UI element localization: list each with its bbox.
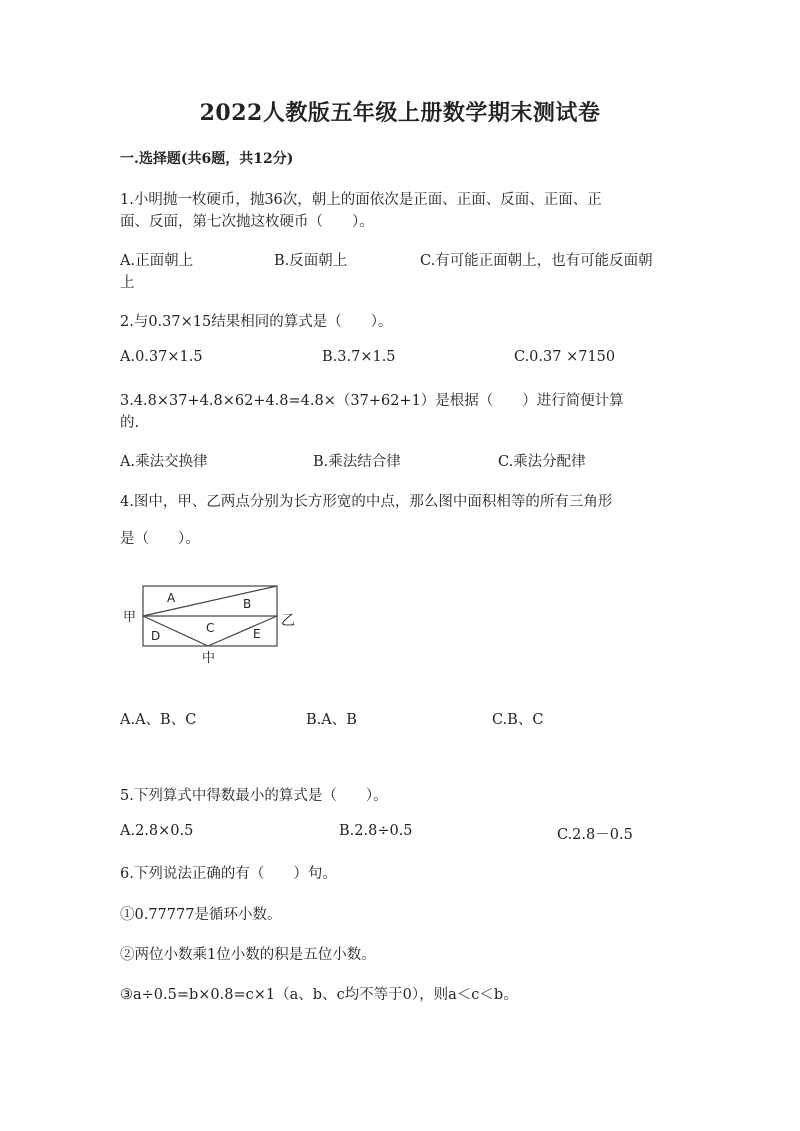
figure-label-b: B bbox=[243, 597, 252, 611]
q3-text-line1: 3.4.8×37+4.8×62+4.8=4.8×（37+62+1）是根据（ ）进行简便计算 bbox=[120, 393, 624, 409]
q6-statement-1: ①0.77777是循环小数。 bbox=[120, 907, 282, 923]
q6-statement-3: ③a÷0.5=b×0.8=c×1（a、b、c均不等于0），则a＜c＜b。 bbox=[120, 987, 518, 1003]
figure-label-d: D bbox=[151, 629, 161, 643]
q5-option-b: B.2.8÷0.5 bbox=[339, 823, 413, 839]
rectangle-figure bbox=[118, 578, 308, 670]
q5-option-c: C.2.8－0.5 bbox=[557, 827, 633, 843]
q4-option-c: C.B、C bbox=[492, 712, 544, 728]
q3-text-line2: 的. bbox=[120, 415, 140, 431]
q3-option-a: A.乘法交换律 bbox=[120, 454, 208, 470]
q1-text-line2: 面、反面，第七次抛这枚硬币（ ）。 bbox=[120, 214, 374, 230]
q2-option-b: B.3.7×1.5 bbox=[322, 349, 396, 365]
q1-option-b: B.反面朝上 bbox=[274, 253, 348, 269]
q4-option-a: A.A、B、C bbox=[120, 712, 197, 728]
figure-label-a: A bbox=[167, 591, 176, 605]
figure-line-jia-topright bbox=[143, 586, 277, 616]
q3-option-b: B.乘法结合律 bbox=[313, 454, 401, 470]
q1-option-a: A.正面朝上 bbox=[120, 253, 194, 269]
q1-option-c: C.有可能正面朝上，也有可能反面朝 bbox=[420, 253, 653, 269]
q4-text-line1: 4.图中，甲、乙两点分别为长方形宽的中点，那么图中面积相等的所有三角形 bbox=[120, 494, 613, 510]
q4-text-line2: 是（ ）。 bbox=[120, 531, 200, 547]
q2-option-a: A.0.37×1.5 bbox=[120, 349, 203, 365]
q5-text: 5.下列算式中得数最小的算式是（ ）。 bbox=[120, 788, 388, 804]
q6-text: 6.下列说法正确的有（ ）句。 bbox=[120, 866, 337, 882]
q2-text: 2.与0.37×15结果相同的算式是（ ）。 bbox=[120, 314, 393, 330]
q6-statement-2: ②两位小数乘1位小数的积是五位小数。 bbox=[120, 947, 376, 963]
figure-label-e: E bbox=[253, 627, 261, 641]
q5-option-a: A.2.8×0.5 bbox=[120, 823, 194, 839]
page-title: 2022人教版五年级上册数学期末测试卷 bbox=[199, 100, 601, 126]
q1-text-line1: 1.小明抛一枚硬币，抛36次，朝上的面依次是正面、正面、反面、正面、正 bbox=[120, 192, 602, 208]
q1-option-c-wrap: 上 bbox=[120, 275, 135, 291]
q3-option-c: C.乘法分配律 bbox=[498, 454, 586, 470]
figure-label-yi: 乙 bbox=[281, 613, 295, 629]
section-heading: 一.选择题(共6题，共12分) bbox=[120, 151, 294, 167]
q2-option-c: C.0.37 ×7150 bbox=[514, 349, 616, 365]
figure-line-yi-zhong bbox=[208, 616, 277, 646]
figure-label-c: C bbox=[206, 621, 215, 635]
figure-label-jia: 甲 bbox=[123, 610, 137, 625]
figure-label-zhong: 中 bbox=[202, 651, 216, 666]
q4-option-b: B.A、B bbox=[306, 712, 357, 728]
rectangle-diagram bbox=[118, 578, 308, 670]
